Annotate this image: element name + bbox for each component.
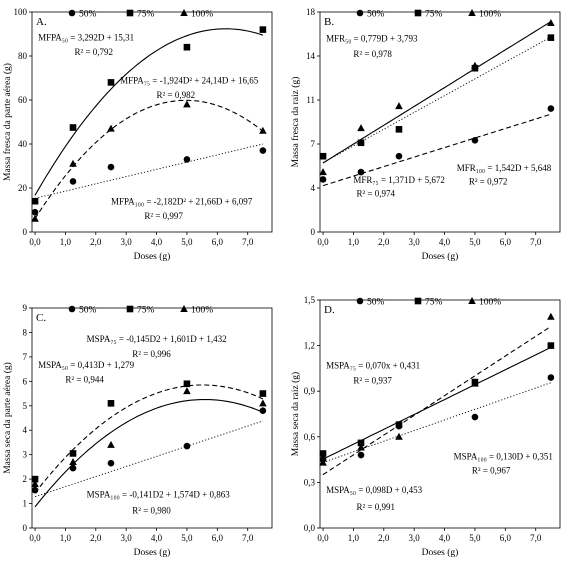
x-axis-label: Doses (g) — [421, 252, 459, 262]
equation-label: MSPA₇₅ = -0,145D2 + 1,601D + 1,432 — [86, 334, 227, 345]
equation-label: R² = 0,991 — [356, 501, 395, 512]
x-tick-label: 6,0 — [211, 533, 223, 543]
y-tick-label: 0 — [310, 227, 315, 237]
x-tick-label: 1,0 — [347, 237, 360, 247]
x-tick-label: 1,0 — [59, 237, 72, 247]
x-tick-label: 2,0 — [90, 237, 102, 247]
legend — [69, 9, 214, 20]
equation-label: MFR₁₀₀ = 1,542D + 5,648 — [456, 162, 552, 173]
equation-label: R² = 0,974 — [356, 188, 395, 199]
y-tick-label: 7 — [310, 139, 315, 149]
equation-label: R² = 0,997 — [144, 210, 183, 221]
legend — [69, 305, 214, 316]
equation-label: R² = 0,972 — [468, 176, 508, 187]
y-tick-label: 0 — [22, 227, 27, 237]
data-point — [108, 164, 115, 171]
equation-label: R² = 0,792 — [74, 46, 114, 57]
trend-line-50pct — [35, 421, 263, 500]
x-tick-label: 3,0 — [408, 237, 420, 247]
y-tick-label: 80 — [18, 51, 27, 61]
y-tick-label: 60 — [18, 95, 27, 105]
data-point — [357, 124, 365, 131]
chart-panel-1 — [2, 7, 272, 262]
x-tick-label: 7,0 — [530, 237, 542, 247]
equation-label: MSPA₅₀ = 0,098D + 0,453 — [326, 485, 423, 496]
equation-label: R² = 0,978 — [353, 49, 392, 60]
data-point — [70, 450, 77, 457]
legend-label: 100% — [191, 9, 214, 20]
chart-panel-2 — [290, 7, 560, 262]
data-point — [396, 153, 403, 160]
y-axis-label: Massa fresca da parte aérea (g) — [3, 63, 13, 181]
data-point — [259, 127, 267, 134]
data-point — [108, 460, 115, 467]
data-point — [260, 26, 267, 33]
x-tick-label: 3,0 — [408, 533, 420, 543]
y-tick-label: 9 — [22, 303, 27, 313]
y-tick-label: 11 — [306, 95, 315, 105]
data-point — [548, 34, 555, 41]
y-tick-label: 0,9 — [303, 386, 315, 397]
x-tick-label: 4,0 — [438, 237, 451, 247]
panel-label: A. — [36, 16, 47, 28]
legend-marker — [415, 298, 422, 305]
data-point — [32, 209, 39, 216]
data-point — [548, 342, 555, 349]
legend-label: 100% — [479, 297, 502, 308]
x-ticks — [29, 232, 253, 247]
legend-marker — [415, 10, 422, 17]
data-point — [260, 390, 267, 397]
equation-label: MSPA₅₀ = 0,413D + 1,279 — [38, 359, 135, 370]
y-tick-label: 18 — [306, 7, 315, 17]
x-tick-label: 1,0 — [347, 533, 360, 543]
legend-label: 50% — [367, 297, 385, 308]
data-point — [184, 44, 191, 51]
data-point — [184, 380, 191, 387]
y-tick-label: 4 — [310, 183, 315, 193]
y-axis-label: Massa seca da parte aérea (g) — [3, 362, 13, 474]
y-ticks — [23, 303, 33, 533]
data-point — [320, 176, 327, 183]
legend-label: 75% — [137, 305, 155, 316]
x-tick-label: 2,0 — [378, 237, 390, 247]
x-axis-label: Doses (g) — [133, 252, 171, 262]
data-point — [396, 126, 403, 133]
data-point — [183, 387, 191, 394]
x-tick-label: 7,0 — [242, 533, 254, 543]
x-tick-label: 4,0 — [438, 533, 451, 543]
x-tick-label: 0,0 — [29, 533, 41, 543]
legend-marker — [357, 298, 364, 305]
data-point — [183, 100, 191, 107]
y-tick-label: 1 — [22, 498, 27, 509]
equation-label: MSPA₁₀₀ = 0,130D + 0,351 — [453, 451, 553, 462]
x-tick-label: 4,0 — [150, 237, 163, 247]
y-tick-label: 0,3 — [303, 477, 315, 488]
legend-label: 50% — [79, 9, 97, 20]
equation-label: R² = 0,980 — [132, 505, 171, 516]
y-tick-label: 1,5 — [303, 295, 315, 305]
legend-label: 75% — [425, 9, 443, 20]
data-point — [358, 452, 365, 459]
y-ticks — [14, 7, 33, 237]
equation-label: MFR₇₅ = 1,371D + 5,672 — [353, 175, 445, 186]
equation-label: MFPA₇₅ = -1,924D² + 24,14D + 16,65 — [120, 75, 259, 86]
x-tick-label: 3,0 — [120, 237, 132, 247]
legend-label: 100% — [191, 305, 214, 316]
y-tick-label: 4 — [22, 425, 27, 436]
legend-label: 75% — [425, 297, 443, 308]
data-point — [547, 313, 555, 320]
y-tick-label: 2 — [22, 474, 27, 485]
x-tick-label: 5,0 — [469, 237, 481, 247]
y-axis-label: Massa seca da raiz (g) — [291, 371, 301, 457]
chart-panel-4 — [290, 295, 560, 558]
data-point — [184, 156, 191, 163]
data-point — [395, 433, 403, 440]
data-point — [108, 79, 115, 86]
legend-marker — [180, 305, 188, 312]
data-point — [396, 421, 403, 428]
x-tick-label: 1,0 — [59, 533, 72, 543]
x-axis-label: Doses (g) — [133, 548, 171, 558]
y-tick-label: 8 — [22, 327, 27, 338]
equation-label: MSPA₇₅ = 0,070x + 0,431 — [326, 360, 421, 371]
legend-label: 75% — [137, 9, 155, 20]
data-point — [70, 178, 77, 185]
equation-label: R² = 0,982 — [156, 89, 196, 100]
data-point — [395, 102, 403, 109]
chart-panel-3 — [2, 303, 272, 558]
data-point — [548, 374, 555, 381]
data-point — [472, 137, 479, 144]
x-axis-label: Doses (g) — [421, 548, 459, 558]
data-point — [548, 105, 555, 112]
data-point — [108, 400, 115, 407]
data-point — [260, 407, 267, 414]
y-tick-label: 7 — [22, 351, 27, 362]
x-ticks — [29, 528, 253, 543]
legend-label: 100% — [479, 9, 502, 20]
data-point — [320, 450, 327, 457]
y-tick-label: 40 — [18, 139, 27, 149]
x-tick-label: 4,0 — [150, 533, 163, 543]
legend-marker — [127, 10, 134, 17]
y-tick-label: 20 — [18, 183, 27, 193]
data-point — [320, 153, 327, 160]
y-ticks — [304, 295, 320, 533]
y-tick-label: 0 — [22, 523, 27, 533]
panel-label: B. — [324, 16, 335, 28]
equation-label: R² = 0,996 — [132, 348, 171, 359]
data-point — [260, 147, 267, 154]
data-point — [358, 139, 365, 146]
equation-label: MFR₅₀ = 0,779D + 3,793 — [326, 33, 418, 44]
equation-label: R² = 0,937 — [353, 375, 392, 386]
data-point — [259, 399, 267, 406]
plot-frame — [320, 9, 560, 232]
equation-label: R² = 0,967 — [471, 465, 511, 476]
legend-marker — [127, 306, 134, 313]
x-tick-label: 2,0 — [90, 533, 102, 543]
equation-label: R² = 0,944 — [65, 374, 104, 385]
y-tick-label: 0,6 — [303, 431, 315, 442]
data-point — [70, 124, 77, 131]
data-point — [32, 487, 39, 494]
x-tick-label: 5,0 — [469, 533, 481, 543]
y-tick-label: 3 — [22, 449, 27, 460]
data-point — [184, 443, 191, 450]
legend-marker — [69, 306, 76, 313]
data-point — [547, 19, 555, 26]
x-tick-label: 5,0 — [181, 237, 193, 247]
y-tick-label: 6 — [22, 376, 27, 387]
panel-label: D. — [324, 304, 335, 316]
x-tick-label: 6,0 — [211, 237, 223, 247]
legend — [357, 297, 502, 308]
panel-label: C. — [36, 312, 47, 324]
data-point — [32, 198, 39, 205]
y-tick-label: 0,0 — [303, 523, 315, 533]
legend-marker — [69, 10, 76, 17]
y-tick-label: 14 — [306, 51, 315, 61]
y-tick-label: 1,2 — [303, 340, 315, 351]
x-tick-label: 6,0 — [499, 533, 511, 543]
legend-marker — [357, 10, 364, 17]
x-tick-label: 6,0 — [499, 237, 511, 247]
data-point — [107, 441, 115, 448]
x-tick-label: 2,0 — [378, 533, 390, 543]
legend-label: 50% — [79, 305, 97, 316]
y-ticks — [306, 7, 320, 237]
x-tick-label: 0,0 — [317, 237, 329, 247]
x-tick-label: 7,0 — [530, 533, 542, 543]
y-axis-label: Massa fresca da raiz (g) — [291, 76, 301, 168]
x-tick-label: 3,0 — [120, 533, 132, 543]
y-tick-label: 5 — [22, 400, 27, 411]
equation-label: MSPA₁₀₀ = -0,141D2 + 1,574D + 0,863 — [86, 489, 230, 500]
x-ticks — [317, 528, 541, 543]
x-tick-label: 7,0 — [242, 237, 254, 247]
legend — [357, 9, 502, 20]
data-point — [472, 414, 479, 421]
x-tick-label: 5,0 — [181, 533, 193, 543]
equation-label: MFPA₅₀ = 3,292D + 15,31 — [38, 32, 135, 43]
legend-marker — [468, 297, 476, 304]
legend-label: 50% — [367, 9, 385, 20]
trend-line-50pct — [323, 383, 551, 463]
x-tick-label: 0,0 — [29, 237, 41, 247]
legend-marker — [180, 9, 188, 16]
data-point — [70, 465, 77, 472]
x-ticks — [317, 232, 541, 247]
legend-marker — [468, 9, 476, 16]
equation-label: MFPA₁₀₀ = -2,182D² + 21,66D + 6,097 — [110, 196, 253, 207]
y-tick-label: 100 — [13, 7, 27, 17]
x-tick-label: 0,0 — [317, 533, 329, 543]
